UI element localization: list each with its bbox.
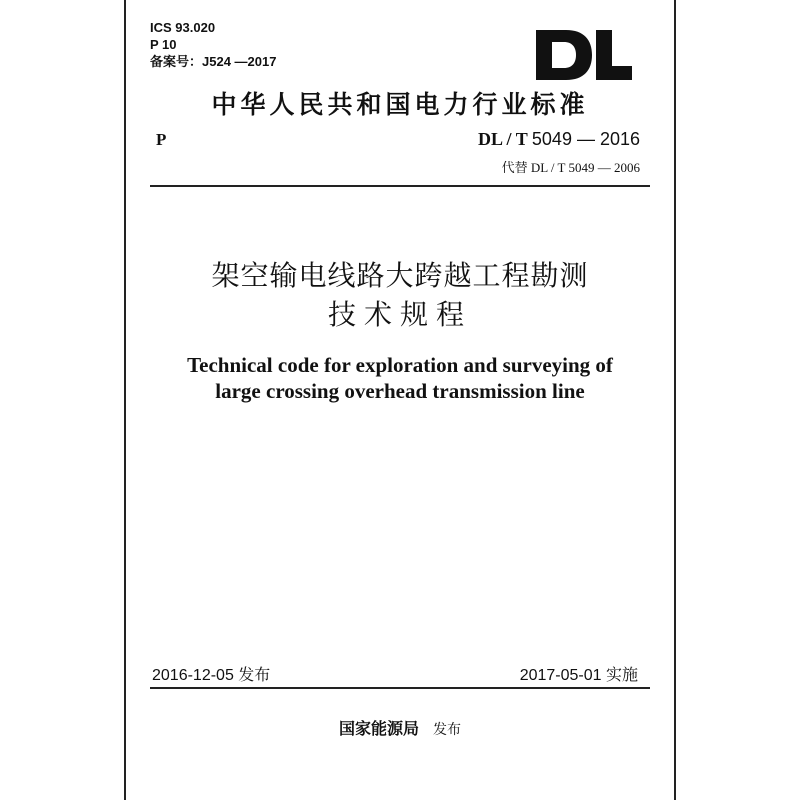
category-title: 中华人民共和国电力行业标准 bbox=[211, 90, 589, 119]
class-code: P 10 bbox=[150, 37, 177, 52]
publish-verb: 发布 bbox=[433, 722, 461, 738]
ics-code: ICS 93.020 bbox=[150, 20, 216, 35]
class-letter: P bbox=[156, 130, 167, 149]
footer-divider bbox=[150, 687, 650, 689]
title-en-line1: Technical code for exploration and surveying of bbox=[187, 353, 613, 377]
filing-number: 备案号：J524 —2017 bbox=[150, 54, 277, 69]
standard-number-value: 5049 — 2016 bbox=[531, 129, 640, 149]
issue-date: 2016-12-05 发布 bbox=[152, 667, 271, 684]
dl-logo bbox=[536, 30, 632, 80]
title-cn-line2: 技术规程 bbox=[327, 298, 472, 331]
header-divider bbox=[150, 185, 650, 187]
publisher bbox=[150, 716, 650, 739]
implementation-date: 2017-05-01 实施 bbox=[519, 667, 638, 684]
standard-number bbox=[478, 129, 640, 150]
title-cn-line1: 架空输电线路大跨越工程勘测 bbox=[211, 259, 589, 292]
logo-letter-d bbox=[536, 30, 592, 80]
replaces-standard: 代替 DL / T 5049 — 2006 bbox=[501, 160, 640, 175]
publisher-name: 国家能源局 bbox=[338, 719, 419, 738]
standard-prefix: DL / T bbox=[478, 129, 532, 149]
title-en-line2: large crossing overhead transmission line bbox=[215, 379, 585, 403]
logo-letter-l bbox=[596, 30, 632, 80]
